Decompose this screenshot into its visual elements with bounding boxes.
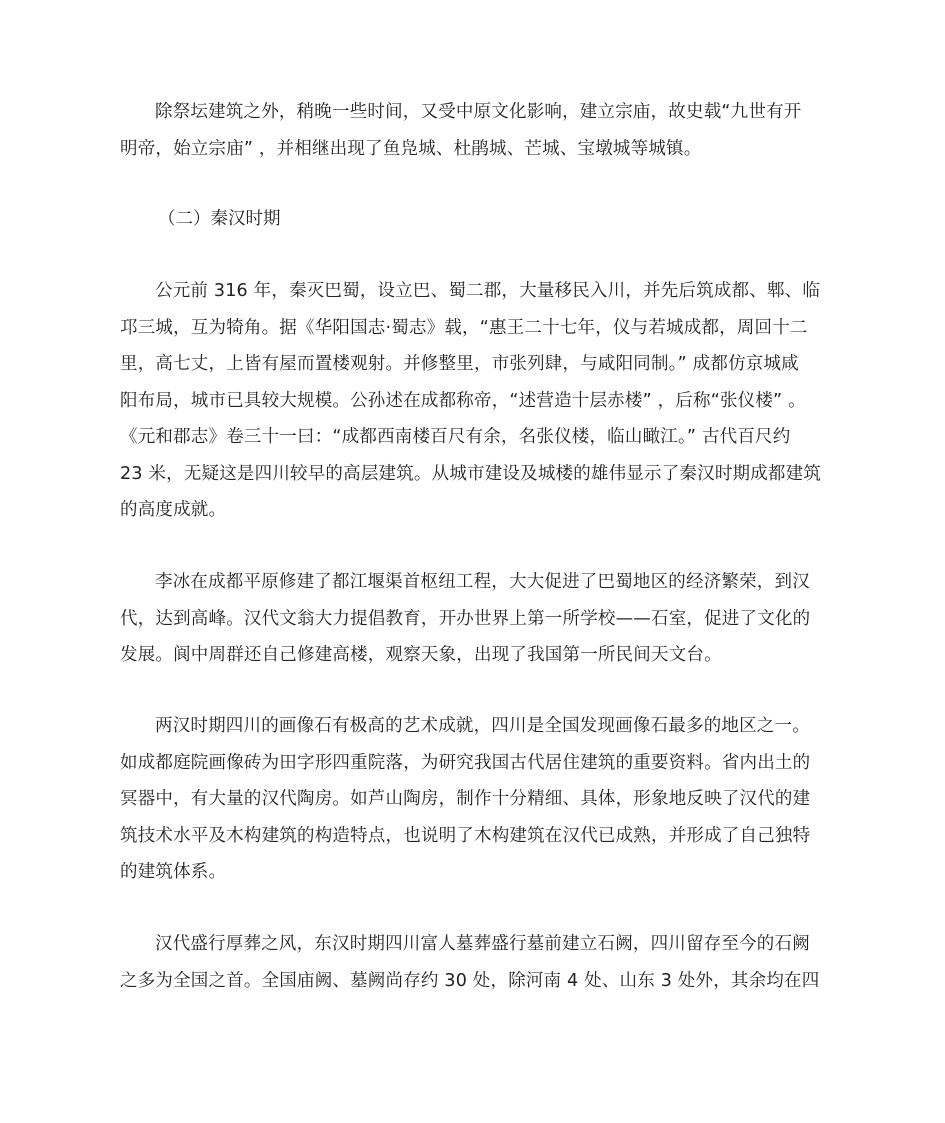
text-line: 之多为全国之首。全国庙阙、墓阙尚存约 30 处，除河南 4 处、山东 3 处外，其余均在四 — [120, 970, 820, 991]
text-line: 23 米，无疑这是四川较早的高层建筑。从城市建设及城楼的雄伟显示了秦汉时期成都建筑 — [120, 463, 822, 484]
paragraph-qin-conquest — [120, 273, 826, 529]
text-line: 冥器中，有大量的汉代陶房。如芦山陶房，制作十分精细、具体，形象地反映了汉代的建 — [120, 789, 811, 809]
text-line: 的高度成就。 — [120, 500, 227, 520]
text-line: 除祭坛建筑之外，稍晚一些时间，又受中原文化影响，建立宗庙，故史载“九世有开 — [155, 102, 802, 122]
text-line: 汉代盛行厚葬之风，东汉时期四川富人墓葬盛行墓前建立石阙，四川留存至今的石阙 — [155, 934, 810, 954]
paragraph-dujiangyan — [120, 564, 826, 674]
text-line: 的建筑体系。 — [120, 862, 227, 882]
heading-text: （二）秦汉时期 — [158, 209, 281, 229]
text-line: 明帝，始立宗庙” ，并相继出现了鱼凫城、杜鹃城、芒城、宝墩城等城镇。 — [120, 138, 702, 159]
text-line: 公元前 316 年，秦灭巴蜀，设立巴、蜀二郡，大量移民入川，并先后筑成都、郫、临 — [155, 281, 821, 301]
text-line: 里，高七丈，上皆有屋而置楼观射。并修整里，市张列肆，与咸阳同制。” 成都仿京城咸 — [120, 354, 799, 374]
text-line: 《元和郡志》卷三十一曰：“成都西南楼百尺有余，名张仪楼，临山瞰江。” 古代百尺约 — [120, 427, 791, 447]
text-line: 李冰在成都平原修建了都江堰渠首枢纽工程，大大促进了巴蜀地区的经济繁荣，到汉 — [155, 572, 810, 592]
text-line: 邛三城，互为犄角。据《华阳国志·蜀志》载，“惠王二十七年，仪与若城成都，周回十二 — [120, 317, 808, 338]
text-line: 发展。阆中周群还自己修建高楼，观察天象，出现了我国第一所民间天文台。 — [120, 645, 722, 665]
section-heading-qin-han — [120, 201, 826, 238]
text-line: 两汉时期四川的画像石有极高的艺术成就，四川是全国发现画像石最多的地区之一。 — [155, 716, 810, 736]
text-line: 代，达到高峰。汉代文翁大力提倡教育，开办世界上第一所学校——石室，促进了文化的 — [120, 608, 811, 629]
text-line: 阳布局，城市已具较大规模。公孙述在成都称帝，“述营造十层赤楼” ，后称“张仪楼” 。 — [120, 390, 806, 411]
text-line: 如成都庭院画像砖为田字形四重院落，为研究我国古代居住建筑的重要资料。省内出土的 — [120, 752, 811, 773]
paragraph-ancestral-temples — [120, 94, 826, 167]
text-line: 筑技术水平及木构建筑的构造特点，也说明了木构建筑在汉代已成熟，并形成了自己独特 — [120, 825, 811, 846]
paragraph-stone-que — [120, 926, 826, 999]
paragraph-stone-reliefs — [120, 708, 826, 891]
